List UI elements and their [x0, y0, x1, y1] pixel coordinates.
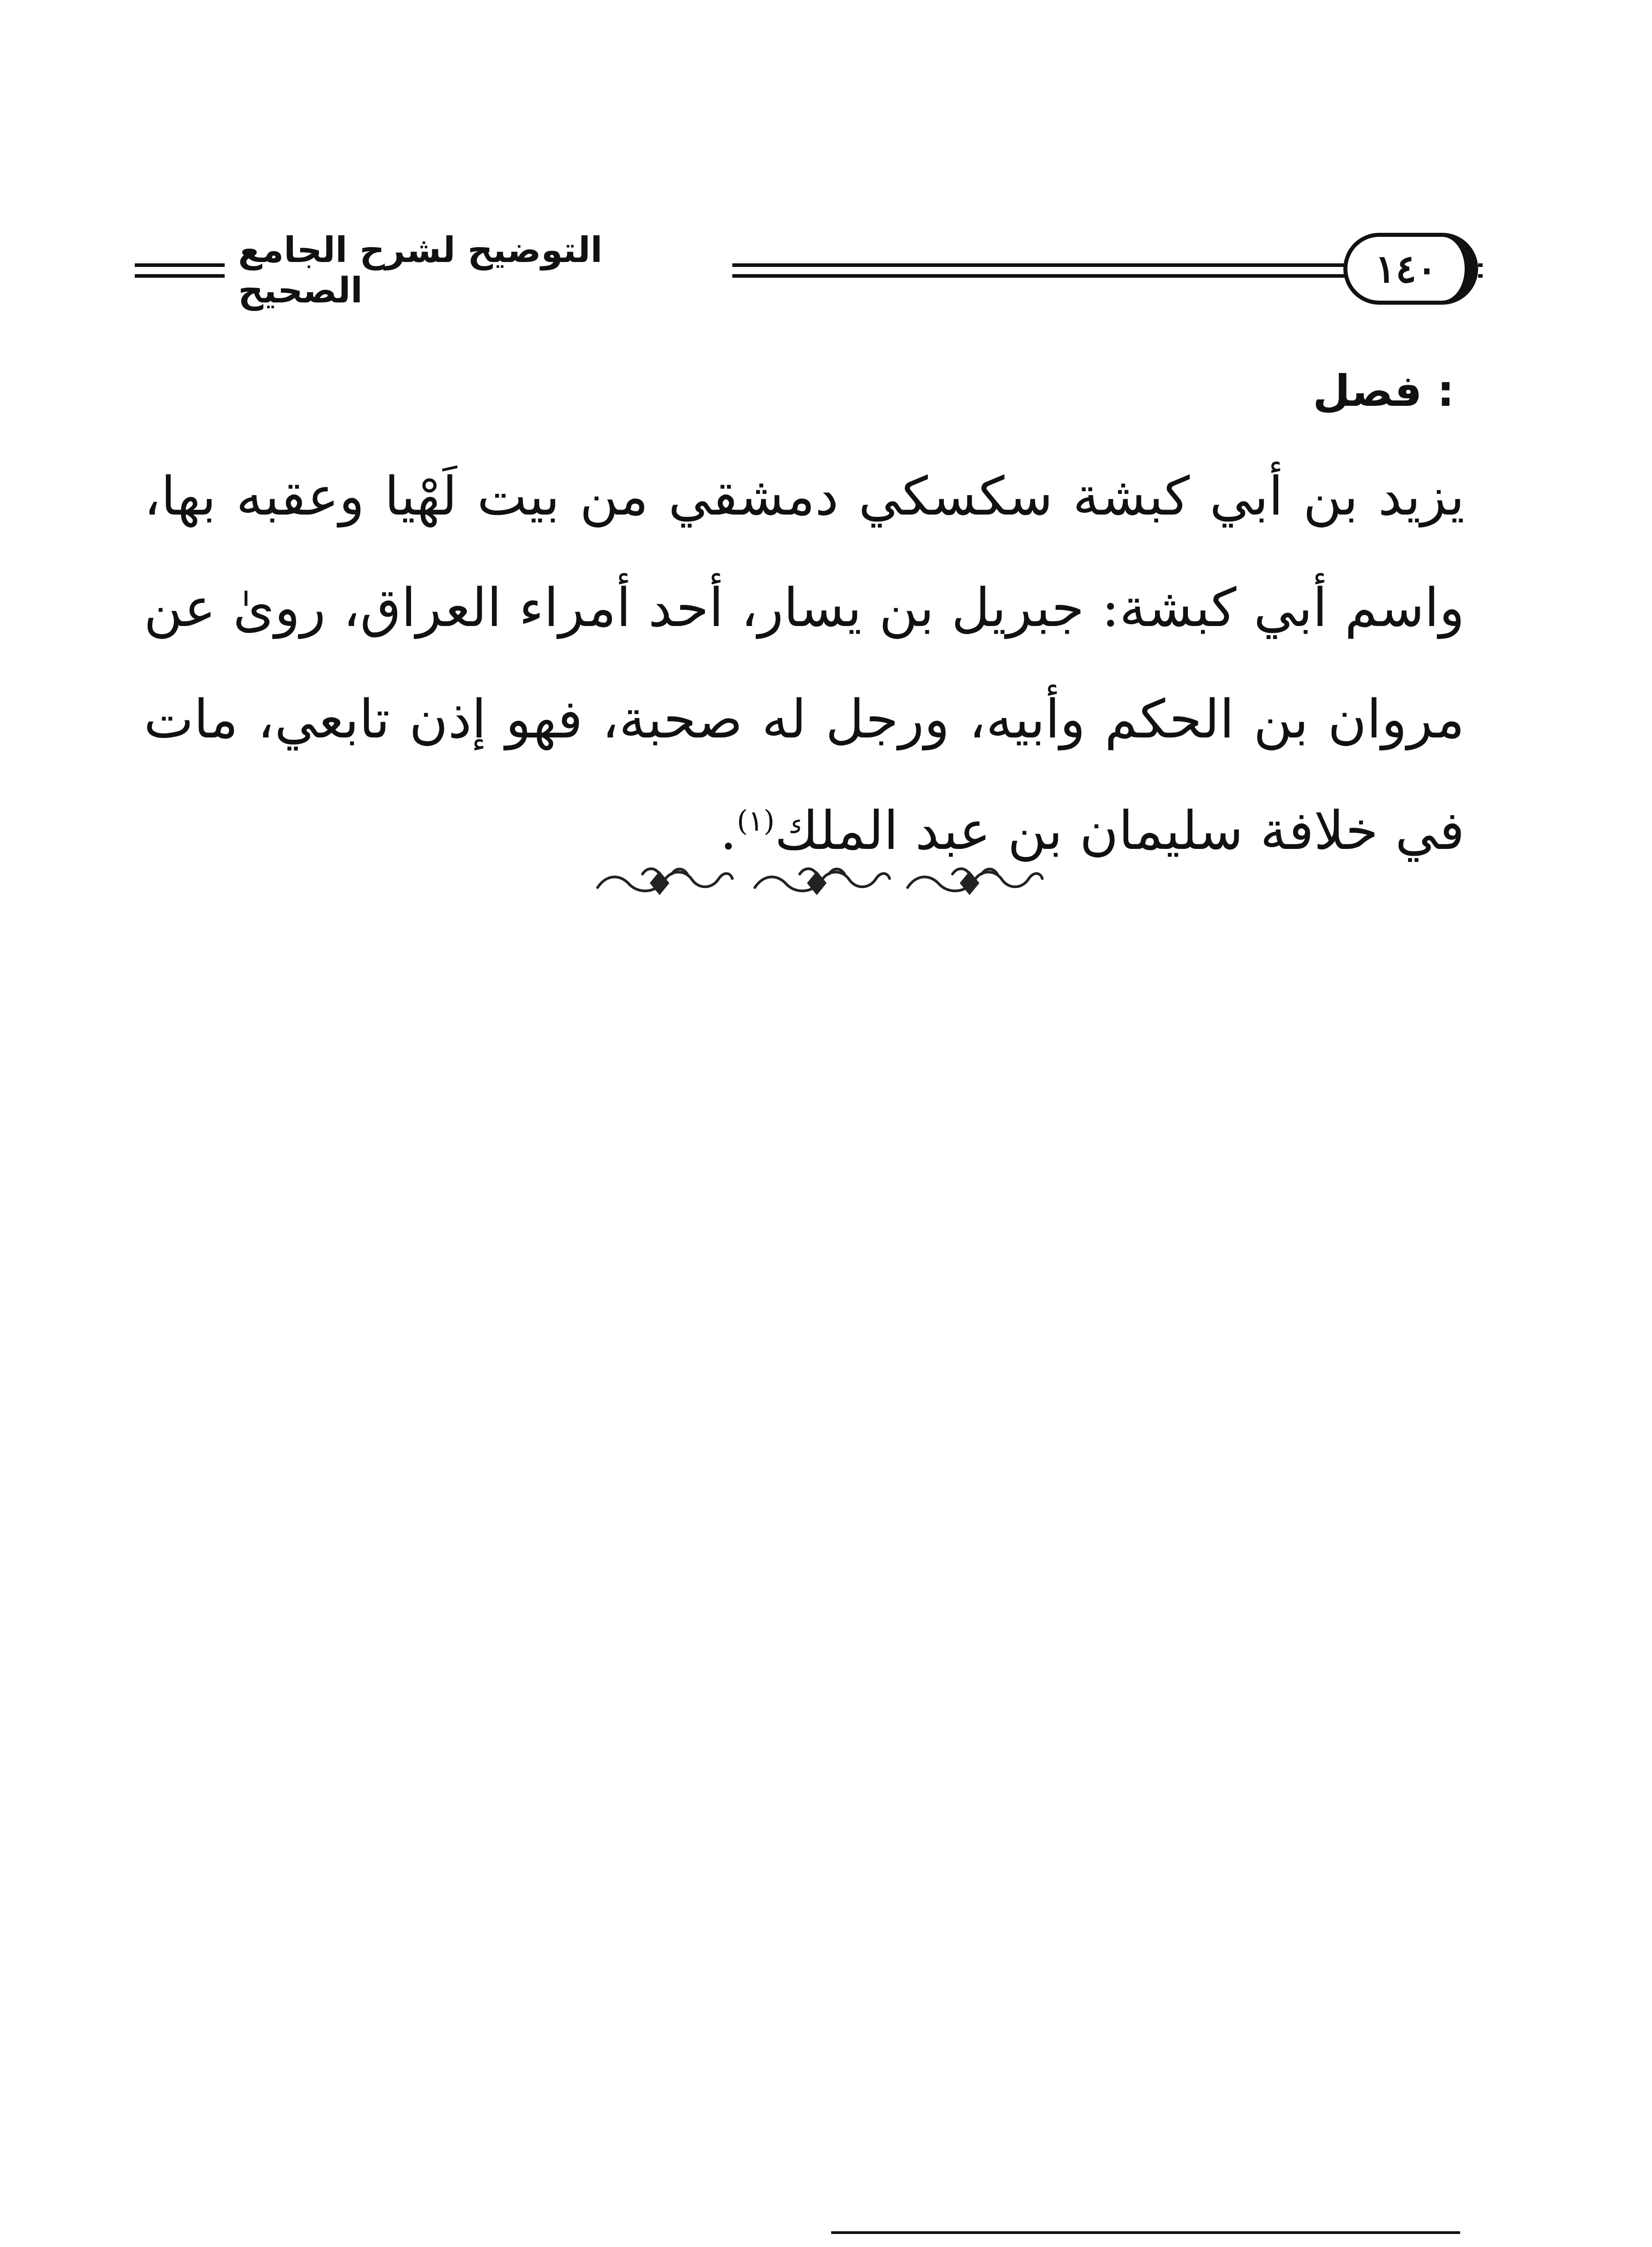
footnote-reference: (١)	[736, 804, 775, 838]
header-rule-middle-top	[732, 263, 1348, 267]
header-rule-right-bottom	[1478, 274, 1483, 278]
ornament-unit-1	[598, 869, 732, 893]
floral-divider-icon	[589, 856, 1051, 906]
ornament-unit-2	[755, 869, 890, 893]
footnote-separator	[831, 2231, 1460, 2234]
section-heading: فصل :	[1313, 366, 1454, 416]
paragraph-text: يزيد بن أبي كبشة سكسكي دمشقي من بيت لَهْيا وعقبه بها، واسم أبي كبشة: جبريل بن يسار، أحد أمراء العراق، روىٰ عن مروان بن الحكم وأبيه، ورجل له صحبة، فهو إذن تابعي، مات في خلافة سليمان بن عبد الملك	[144, 465, 1465, 861]
ornament-unit-3	[908, 869, 1042, 893]
paragraph-end: .	[720, 799, 737, 861]
page-header	[135, 225, 1483, 315]
body-paragraph	[144, 440, 1465, 886]
header-rule-middle-bottom	[732, 274, 1348, 278]
header-rule-left-top	[135, 263, 225, 267]
header-rule-right-top	[1478, 263, 1483, 267]
running-title: التوضيح لشرح الجامع الصحيح	[238, 230, 603, 311]
page-number: ١٤٠	[1375, 246, 1437, 292]
header-rule-left-bottom	[135, 274, 225, 278]
page-number-badge	[1343, 233, 1478, 305]
